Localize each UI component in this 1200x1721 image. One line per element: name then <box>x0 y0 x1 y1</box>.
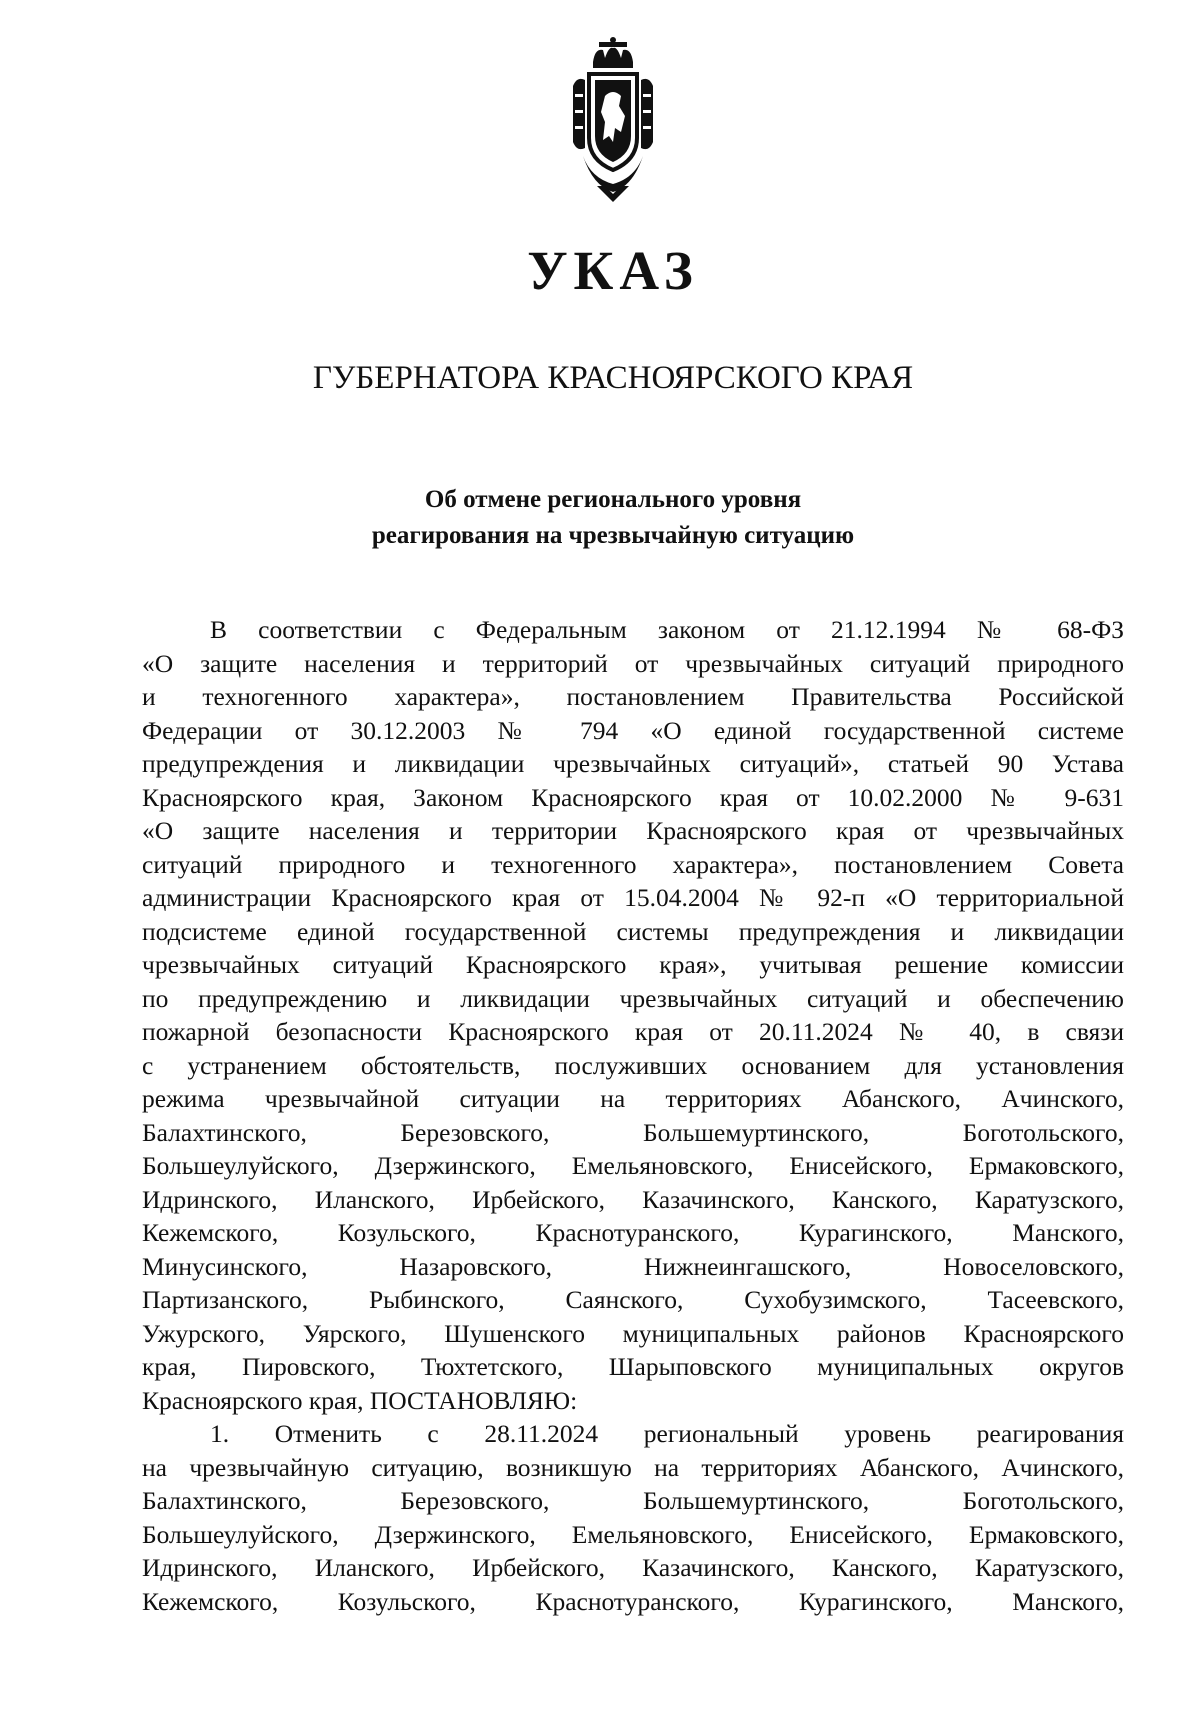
document-title: УКАЗ <box>527 240 699 301</box>
body-line: пожарной безопасности Красноярского края от 20.11.2024 № 40, в связи <box>142 1017 1124 1046</box>
body-line: Идринского, Иланского, Ирбейского, Казачинского, Канского, Каратузского, <box>142 1184 1124 1214</box>
body-line: «О защите населения и территории Красноярского края от чрезвычайных <box>142 816 1124 845</box>
decree-body <box>142 613 1124 1618</box>
body-line: на чрезвычайную ситуацию, возникшую на территориях Абанского, Ачинского, <box>142 1452 1124 1482</box>
body-line: Балахтинского, Березовского, Большемуртинского, Боготольского, <box>142 1486 1124 1515</box>
body-line: и техногенного характера», постановлением Правительства Российской <box>142 682 1124 711</box>
body-line: 1. Отменить с 28.11.2024 региональный уровень реагирования <box>210 1419 1124 1448</box>
body-line: администрации Красноярского края от 15.04.2004 № 92-п «О территориальной <box>142 883 1124 912</box>
body-line: «О защите населения и территорий от чрезвычайных ситуаций природного <box>142 648 1124 678</box>
decree-heading <box>0 482 1200 554</box>
body-line: Большеулуйского, Дзержинского, Емельяновского, Енисейского, Ермаковского, <box>142 1519 1124 1549</box>
body-line: Большеулуйского, Дзержинского, Емельяновского, Енисейского, Ермаковского, <box>142 1151 1124 1180</box>
body-line: Идринского, Иланского, Ирбейского, Казачинского, Канского, Каратузского, <box>142 1553 1124 1582</box>
body-line: Красноярского края, Законом Красноярского края от 10.02.2000 № 9-631 <box>142 782 1124 812</box>
body-line: режима чрезвычайной ситуации на территориях Абанского, Ачинского, <box>142 1084 1124 1113</box>
decree-heading-line: реагирования на чрезвычайную ситуацию <box>371 522 855 549</box>
body-line: края, Пировского, Тюхтетского, Шарыповского муниципальных округов <box>142 1352 1124 1381</box>
body-line: Кежемского, Козульского, Краснотуранского, Курагинского, Манского, <box>142 1586 1124 1616</box>
body-line: Ужурского, Уярского, Шушенского муниципальных районов Красноярского <box>142 1318 1124 1348</box>
body-line: предупреждения и ликвидации чрезвычайных ситуаций», статьей 90 Устава <box>142 749 1124 778</box>
issuer-subtitle: ГУБЕРНАТОРА КРАСНОЯРСКОГО КРАЯ <box>312 360 914 396</box>
body-line: чрезвычайных ситуаций Красноярского края», учитывая решение комиссии <box>142 950 1124 979</box>
body-line: Балахтинского, Березовского, Большемуртинского, Боготольского, <box>142 1117 1124 1147</box>
decree-heading-line: Об отмене регионального уровня <box>424 486 802 513</box>
body-line: Кежемского, Козульского, Краснотуранского, Курагинского, Манского, <box>142 1218 1124 1247</box>
body-line: с устранением обстоятельств, послуживших основанием для установления <box>142 1050 1124 1080</box>
body-line: ситуаций природного и техногенного характера», постановлением Совета <box>142 849 1124 879</box>
coat-of-arms-icon <box>563 36 663 206</box>
body-line: Минусинского, Назаровского, Нижнеингашского, Новоселовского, <box>142 1251 1124 1281</box>
body-line: по предупреждению и ликвидации чрезвычайных ситуаций и обеспечению <box>142 983 1124 1013</box>
body-line: Красноярского края, ПОСТАНОВЛЯЮ: <box>142 1385 578 1415</box>
body-line: Федерации от 30.12.2003 № 794 «О единой государственной системе <box>142 715 1124 745</box>
body-line: Партизанского, Рыбинского, Саянского, Сухобузимского, Тасеевского, <box>142 1285 1124 1314</box>
body-line: подсистеме единой государственной системы предупреждения и ликвидации <box>142 916 1124 946</box>
body-line: В соответствии с Федеральным законом от 21.12.1994 № 68-ФЗ <box>210 615 1124 644</box>
